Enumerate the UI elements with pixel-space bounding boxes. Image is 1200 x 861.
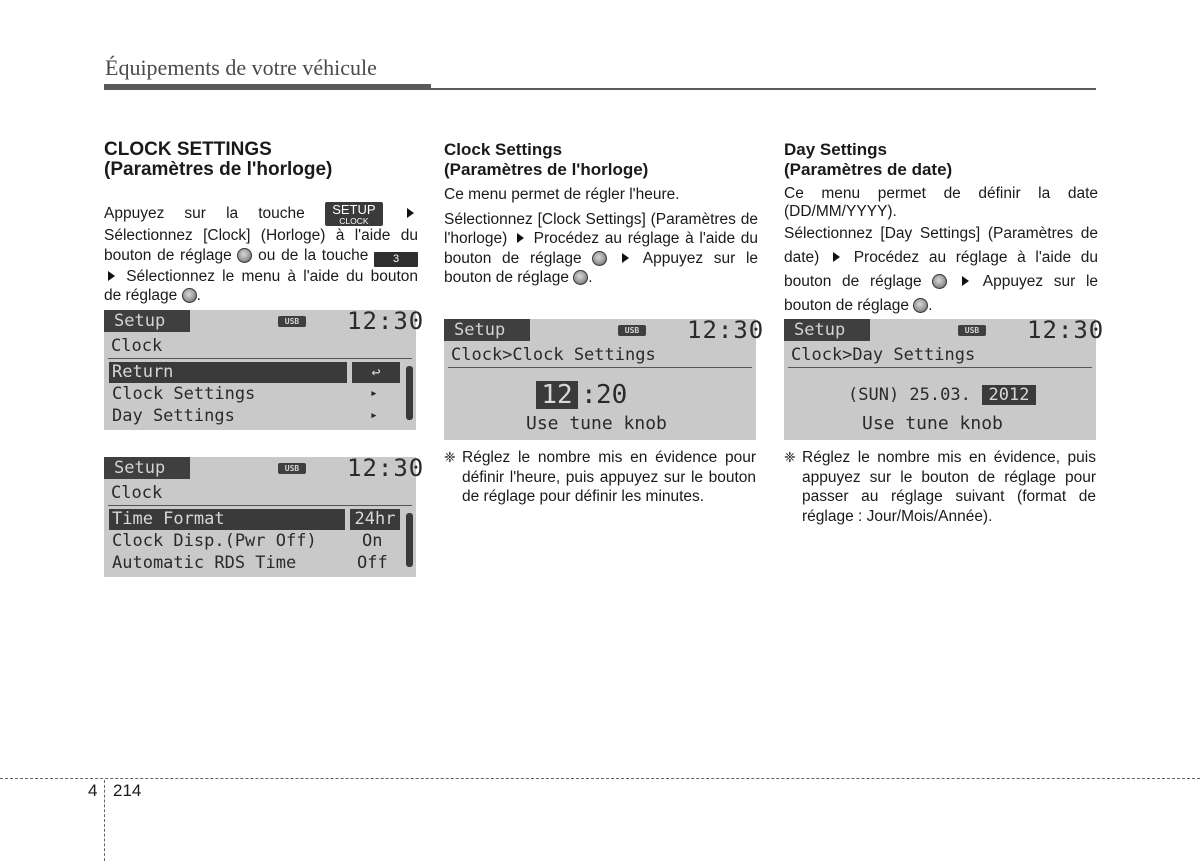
tune-knob-icon: [237, 248, 252, 263]
year-value-highlighted[interactable]: 2012: [982, 385, 1036, 405]
tune-knob-hint: Use tune knob: [862, 413, 1003, 434]
usb-icon: USB: [618, 325, 646, 336]
description-paragraph: Ce menu permet de définir la date (DD/MM/YYYY).: [784, 185, 1098, 220]
footer-dashed-divider: [104, 780, 105, 861]
menu-item-automatic-rds-time[interactable]: Automatic RDS Time: [112, 553, 297, 573]
note-text: Réglez le nombre mis en évidence pour définir l'heure, puis appuyez sur le bouton de réglage pour définir les minutes.: [462, 449, 756, 505]
header-rule-thick: [104, 84, 431, 90]
screen-divider: [108, 505, 412, 506]
text-fragment: ou de la touche: [258, 246, 369, 264]
note-text: Réglez le nombre mis en évidence, puis appuyez sur le bouton de réglage pour passer au réglage suivant (format de réglage : Jour/Mois/Année).: [802, 449, 1096, 525]
note-symbol-icon: ❈: [784, 449, 796, 465]
text-fragment: Appuyez sur le bouton de réglage: [444, 249, 759, 286]
submenu-arrow-icon: ▸: [370, 408, 378, 423]
text-fragment: .: [196, 287, 201, 304]
setup-clock-key-icon: [325, 202, 383, 226]
menu-item-clock-display[interactable]: Clock Disp.(Pwr Off): [112, 531, 317, 551]
tune-knob-icon: [182, 288, 197, 303]
hour-value-highlighted[interactable]: 12: [536, 381, 578, 409]
minute-value[interactable]: 20: [596, 380, 628, 410]
column-day-settings: [784, 140, 1098, 318]
tune-knob-icon: [913, 298, 928, 313]
usb-icon: USB: [278, 463, 306, 474]
time-separator: :: [581, 380, 597, 410]
display-screen-clock-settings: [444, 316, 765, 440]
automatic-rds-time-value: Off: [357, 553, 388, 573]
tune-knob-icon: [573, 270, 588, 285]
menu-item-clock-settings[interactable]: Clock Settings: [112, 384, 256, 404]
screen-clock-time: 12:30: [347, 454, 425, 482]
text-fragment: Sélectionnez [Clock Settings] (Paramètres de l'horloge): [444, 210, 758, 247]
text-fragment: Sélectionnez le menu à l'aide du bouton de réglage: [104, 267, 419, 304]
menu-item-return[interactable]: Return: [112, 362, 174, 382]
footer-dashed-rule: [0, 778, 1200, 779]
text-fragment: Appuyez sur le bouton de réglage: [784, 273, 1099, 314]
note-symbol-icon: ❈: [444, 449, 456, 465]
return-icon: ↩: [352, 362, 400, 383]
screen-subtitle: Clock: [111, 483, 163, 503]
arrow-right-icon: [407, 208, 414, 218]
section-title-line1: Day Settings: [784, 140, 887, 159]
display-screen-day-settings: [784, 316, 1105, 440]
description-paragraph: Ce menu permet de régler l'heure.: [444, 186, 680, 203]
arrow-right-icon: [108, 271, 115, 281]
section-title-line1: CLOCK SETTINGS: [104, 139, 272, 160]
note-day-settings: [784, 448, 1096, 526]
arrow-right-icon: [962, 276, 969, 286]
display-screen-clock-menu: [104, 307, 425, 430]
instructions-paragraph: [444, 210, 758, 288]
menu-item-day-settings[interactable]: Day Settings: [112, 406, 235, 426]
screen-subtitle: Clock>Clock Settings: [451, 345, 656, 365]
tune-knob-icon: [592, 251, 607, 266]
key-label-setup: SETUP: [332, 202, 376, 217]
section-title-line2: (Paramètres de l'horloge): [444, 160, 649, 179]
chapter-number: 4: [88, 781, 98, 800]
scrollbar[interactable]: [406, 513, 413, 567]
text-fragment: Procédez au réglage à l'aide du bouton de réglage: [784, 249, 1099, 290]
section-title: [784, 140, 1098, 180]
screen-setup-tab: Setup: [104, 457, 190, 479]
column-clock-settings-intro: [104, 140, 418, 306]
screen-setup-tab: Setup: [784, 319, 870, 341]
screen-setup-tab: Setup: [104, 310, 190, 332]
screen-setup-tab: Setup: [444, 319, 530, 341]
text-fragment: Procédez au réglage à l'aide du bouton de réglage: [444, 230, 759, 267]
arrow-right-icon: [833, 252, 840, 262]
screen-subtitle: Clock>Day Settings: [791, 345, 976, 365]
page-header-title: Équipements de votre véhicule: [105, 55, 377, 80]
section-title: [104, 140, 418, 180]
preset-3-key-icon: 3: [374, 252, 418, 267]
tune-knob-icon: [932, 274, 947, 289]
key-label-clock: CLOCK: [339, 216, 369, 226]
column-clock-settings: [444, 140, 758, 288]
instructions-paragraph: [104, 202, 418, 306]
screen-subtitle: Clock: [111, 336, 163, 356]
section-title: [444, 140, 758, 180]
page-number: 214: [113, 781, 142, 800]
date-value: (SUN) 25.03.: [848, 385, 971, 405]
text-fragment: Sélectionnez [Day Settings] (Paramètres de date): [784, 225, 1098, 266]
arrow-right-icon: [622, 253, 629, 263]
usb-icon: USB: [278, 316, 306, 327]
usb-icon: USB: [958, 325, 986, 336]
text-fragment: Sélectionnez [Clock] (Horloge) à l'aide du bouton de réglage: [104, 227, 418, 264]
section-title-line1: Clock Settings: [444, 140, 563, 159]
section-title-line2: (Paramètres de l'horloge): [104, 159, 333, 180]
screen-clock-time: 12:30: [1027, 316, 1105, 344]
screen-divider: [788, 367, 1092, 368]
note-clock-settings: [444, 448, 756, 507]
display-screen-clock-options: [104, 454, 425, 577]
instructions-paragraph: [784, 222, 1098, 318]
arrow-right-icon: [517, 233, 524, 243]
header-rule-thin: [431, 88, 1096, 90]
text-fragment: Appuyez sur la touche: [104, 205, 305, 222]
screen-clock-time: 12:30: [687, 316, 765, 344]
text-fragment: .: [928, 297, 933, 314]
time-format-value: 24hr: [350, 509, 400, 530]
screen-divider: [448, 367, 752, 368]
scrollbar[interactable]: [406, 366, 413, 420]
tune-knob-hint: Use tune knob: [526, 413, 667, 434]
menu-item-time-format[interactable]: Time Format: [112, 509, 225, 529]
submenu-arrow-icon: ▸: [370, 386, 378, 401]
section-title-line2: (Paramètres de date): [784, 160, 953, 179]
clock-display-value: On: [362, 531, 383, 551]
text-fragment: .: [588, 269, 593, 286]
screen-divider: [108, 358, 412, 359]
screen-clock-time: 12:30: [347, 307, 425, 335]
